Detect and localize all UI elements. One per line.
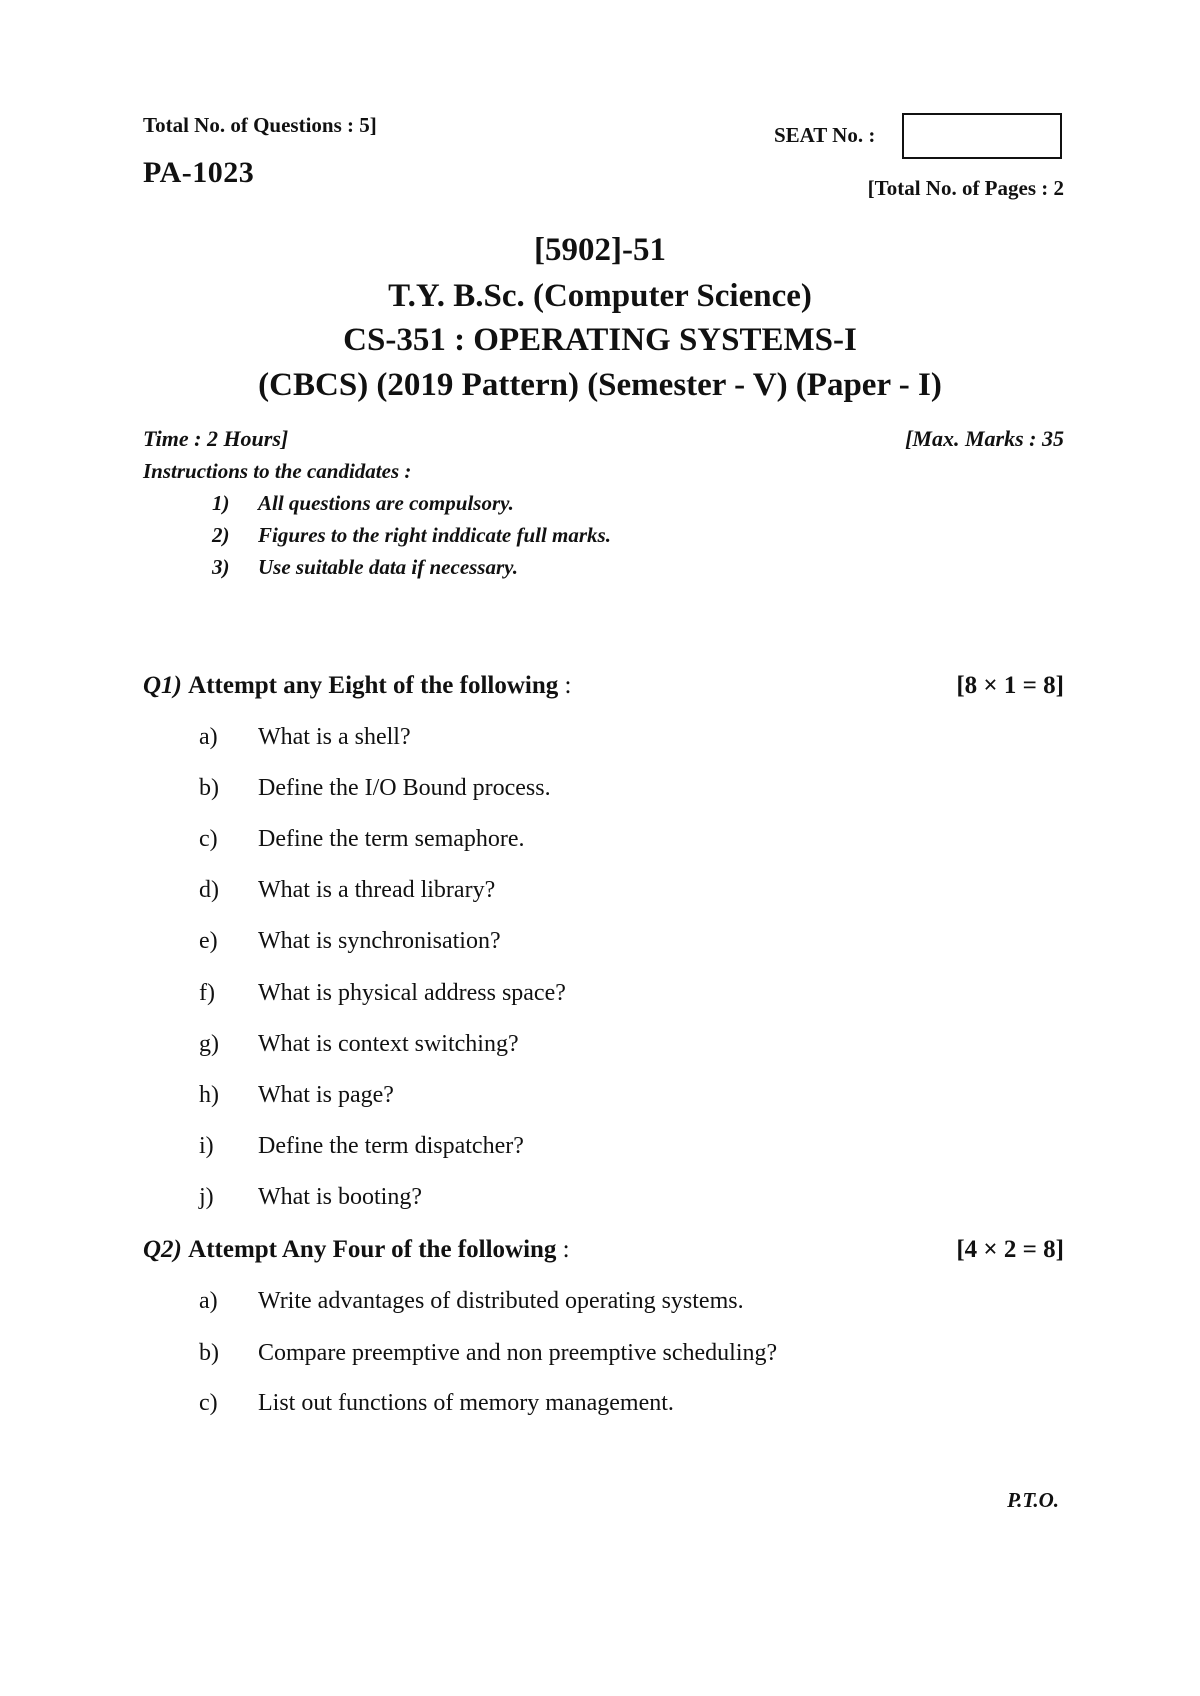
question-marks: [8 × 1 = 8] — [956, 672, 1064, 699]
item-text: What is physical address space? — [258, 980, 566, 1006]
instructions-heading: Instructions to the candidates : — [143, 459, 412, 483]
total-pages: [Total No. of Pages : 2 — [867, 176, 1064, 200]
seat-number-label: SEAT No. : — [774, 123, 876, 147]
course-title: T.Y. B.Sc. (Computer Science) — [388, 278, 812, 314]
item-label: b) — [199, 1340, 219, 1366]
item-text: What is page? — [258, 1082, 394, 1108]
seat-number-box[interactable] — [902, 113, 1062, 159]
instruction-text: Use suitable data if necessary. — [258, 555, 518, 579]
question-colon: : — [556, 1236, 570, 1263]
item-text: What is a shell? — [258, 724, 411, 750]
pattern-title: (CBCS) (2019 Pattern) (Semester - V) (Paper - I) — [258, 367, 942, 403]
item-text: Compare preemptive and non preemptive scheduling? — [258, 1340, 778, 1366]
item-label: f) — [199, 980, 215, 1006]
item-label: a) — [199, 724, 218, 750]
instruction-number: 3) — [212, 555, 230, 579]
item-text: Write advantages of distributed operating systems. — [258, 1288, 744, 1314]
exam-time: Time : 2 Hours] — [143, 426, 289, 451]
instruction-text: Figures to the right inddicate full marks. — [258, 523, 611, 547]
question-heading — [143, 1236, 570, 1264]
max-marks: [Max. Marks : 35 — [905, 426, 1064, 451]
question-text: Attempt Any Four of the following — [188, 1236, 557, 1263]
item-text: List out functions of memory management. — [258, 1390, 674, 1416]
item-label: g) — [199, 1031, 219, 1057]
item-text: Define the term semaphore. — [258, 826, 525, 852]
question-number: Q1) — [143, 672, 182, 699]
exam-code: [5902]-51 — [534, 232, 666, 268]
question-number: Q2) — [143, 1236, 182, 1263]
paper-code: PA-1023 — [143, 156, 255, 189]
item-label: c) — [199, 826, 218, 852]
question-colon: : — [558, 672, 572, 699]
instruction-number: 2) — [212, 523, 230, 547]
item-label: i) — [199, 1133, 214, 1159]
item-text: Define the I/O Bound process. — [258, 775, 551, 801]
instruction-number: 1) — [212, 491, 230, 515]
item-text: What is a thread library? — [258, 877, 496, 903]
subject-title: CS-351 : OPERATING SYSTEMS-I — [343, 322, 857, 358]
item-label: j) — [199, 1184, 214, 1210]
item-label: d) — [199, 877, 219, 903]
item-label: h) — [199, 1082, 219, 1108]
question-marks: [4 × 2 = 8] — [956, 1236, 1064, 1263]
item-text: Define the term dispatcher? — [258, 1133, 524, 1159]
item-label: e) — [199, 928, 218, 954]
total-questions: Total No. of Questions : 5] — [143, 113, 377, 137]
instruction-text: All questions are compulsory. — [258, 491, 514, 515]
item-text: What is context switching? — [258, 1031, 519, 1057]
item-text: What is booting? — [258, 1184, 422, 1210]
please-turn-over: P.T.O. — [1007, 1488, 1059, 1512]
question-heading — [143, 672, 571, 700]
item-text: What is synchronisation? — [258, 928, 501, 954]
question-text: Attempt any Eight of the following — [188, 672, 559, 699]
item-label: a) — [199, 1288, 218, 1314]
item-label: b) — [199, 775, 219, 801]
item-label: c) — [199, 1390, 218, 1416]
